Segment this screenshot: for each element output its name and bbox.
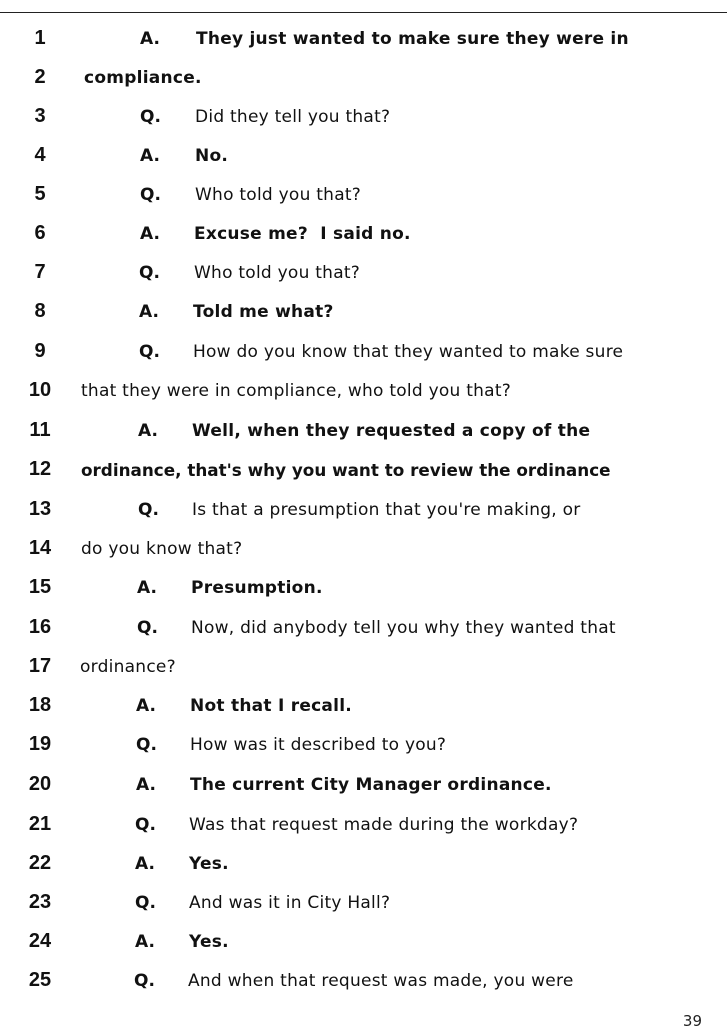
speaker-label: Q. bbox=[140, 185, 161, 205]
speaker-label: A. bbox=[140, 29, 160, 49]
line-text: ordinance, that's why you want to review the ordinance bbox=[81, 460, 611, 480]
line-text: Who told you that? bbox=[195, 185, 362, 205]
speaker-label: Q. bbox=[134, 971, 155, 991]
line-number: 12 bbox=[28, 458, 52, 480]
transcript-line bbox=[0, 850, 727, 889]
line-number: 1 bbox=[34, 27, 46, 49]
speaker-label: A. bbox=[136, 696, 156, 716]
speaker-label: A. bbox=[135, 932, 155, 952]
line-text: Presumption. bbox=[191, 578, 323, 598]
line-text: How do you know that they wanted to make sure bbox=[193, 342, 624, 362]
line-number: 13 bbox=[28, 498, 52, 520]
line-number: 8 bbox=[34, 300, 46, 322]
line-text: Yes. bbox=[189, 932, 229, 952]
transcript-line bbox=[0, 298, 727, 337]
line-number: 3 bbox=[34, 105, 46, 127]
line-text: No. bbox=[195, 146, 229, 166]
line-number: 6 bbox=[34, 222, 46, 244]
line-number: 2 bbox=[34, 66, 46, 88]
speaker-label: Q. bbox=[139, 263, 160, 283]
transcript-line bbox=[0, 220, 727, 259]
line-text: ordinance? bbox=[80, 657, 176, 677]
transcript-line bbox=[0, 377, 727, 416]
transcript-line bbox=[0, 535, 727, 574]
transcript-line bbox=[0, 456, 727, 495]
top-rule bbox=[0, 12, 727, 13]
transcript-line bbox=[0, 811, 727, 850]
line-text: Well, when they requested a copy of the bbox=[192, 421, 591, 441]
transcript-line bbox=[0, 574, 727, 613]
line-number: 22 bbox=[28, 852, 52, 874]
speaker-label: Q. bbox=[137, 618, 158, 638]
speaker-label: A. bbox=[136, 775, 156, 795]
speaker-label: Q. bbox=[135, 815, 156, 835]
line-text: Who told you that? bbox=[194, 263, 361, 283]
line-text: How was it described to you? bbox=[190, 735, 447, 755]
line-number: 21 bbox=[28, 813, 52, 835]
line-text: that they were in compliance, who told you that? bbox=[81, 381, 512, 401]
line-number: 11 bbox=[29, 419, 51, 441]
transcript-line bbox=[0, 692, 727, 731]
line-number: 9 bbox=[34, 340, 46, 362]
transcript-line bbox=[0, 928, 727, 967]
line-number: 14 bbox=[28, 537, 52, 559]
transcript-line bbox=[0, 142, 727, 181]
line-number: 4 bbox=[34, 144, 46, 166]
transcript-line bbox=[0, 731, 727, 770]
line-text: Told me what? bbox=[193, 302, 334, 322]
line-number: 16 bbox=[28, 616, 52, 638]
line-number: 19 bbox=[28, 733, 52, 755]
line-number: 10 bbox=[28, 379, 52, 401]
speaker-label: A. bbox=[140, 146, 160, 166]
line-text: compliance. bbox=[84, 68, 202, 88]
line-text: Not that I recall. bbox=[190, 696, 353, 716]
line-number: 17 bbox=[28, 655, 52, 677]
line-text: Did they tell you that? bbox=[195, 107, 391, 127]
transcript-line bbox=[0, 64, 727, 103]
line-text: And when that request was made, you were bbox=[188, 971, 574, 991]
line-text: Yes. bbox=[189, 854, 229, 874]
speaker-label: A. bbox=[140, 224, 160, 244]
line-number: 18 bbox=[28, 694, 52, 716]
speaker-label: Q. bbox=[140, 107, 161, 127]
line-number: 15 bbox=[28, 576, 52, 598]
line-number: 20 bbox=[28, 773, 52, 795]
transcript-line bbox=[0, 181, 727, 220]
speaker-label: Q. bbox=[136, 735, 157, 755]
transcript-line bbox=[0, 25, 727, 64]
speaker-label: A. bbox=[135, 854, 155, 874]
transcript-line bbox=[0, 967, 727, 1006]
line-text: The current City Manager ordinance. bbox=[190, 775, 552, 795]
line-number: 23 bbox=[28, 891, 52, 913]
speaker-label: Q. bbox=[139, 342, 160, 362]
line-text: They just wanted to make sure they were in bbox=[196, 29, 629, 49]
speaker-label: Q. bbox=[135, 893, 156, 913]
line-text: do you know that? bbox=[81, 539, 243, 559]
transcript-line bbox=[0, 889, 727, 928]
transcript-line bbox=[0, 417, 727, 456]
speaker-label: A. bbox=[139, 302, 159, 322]
transcript-line bbox=[0, 103, 727, 142]
line-number: 25 bbox=[28, 969, 52, 991]
speaker-label: A. bbox=[137, 578, 157, 598]
line-number: 7 bbox=[34, 261, 46, 283]
transcript-line bbox=[0, 653, 727, 692]
line-text: Is that a presumption that you're making, or bbox=[192, 500, 581, 520]
line-number: 5 bbox=[34, 183, 46, 205]
transcript-line bbox=[0, 338, 727, 377]
line-number: 24 bbox=[28, 930, 52, 952]
line-text: Was that request made during the workday? bbox=[189, 815, 579, 835]
transcript-line bbox=[0, 259, 727, 298]
line-text: Now, did anybody tell you why they wanted that bbox=[191, 618, 616, 638]
speaker-label: A. bbox=[138, 421, 158, 441]
speaker-label: Q. bbox=[138, 500, 159, 520]
transcript-line bbox=[0, 496, 727, 535]
line-text: Excuse me? I said no. bbox=[194, 224, 411, 244]
transcript-line bbox=[0, 771, 727, 810]
page-number: 39 bbox=[682, 1012, 702, 1030]
line-text: And was it in City Hall? bbox=[189, 893, 391, 913]
transcript-line bbox=[0, 614, 727, 653]
